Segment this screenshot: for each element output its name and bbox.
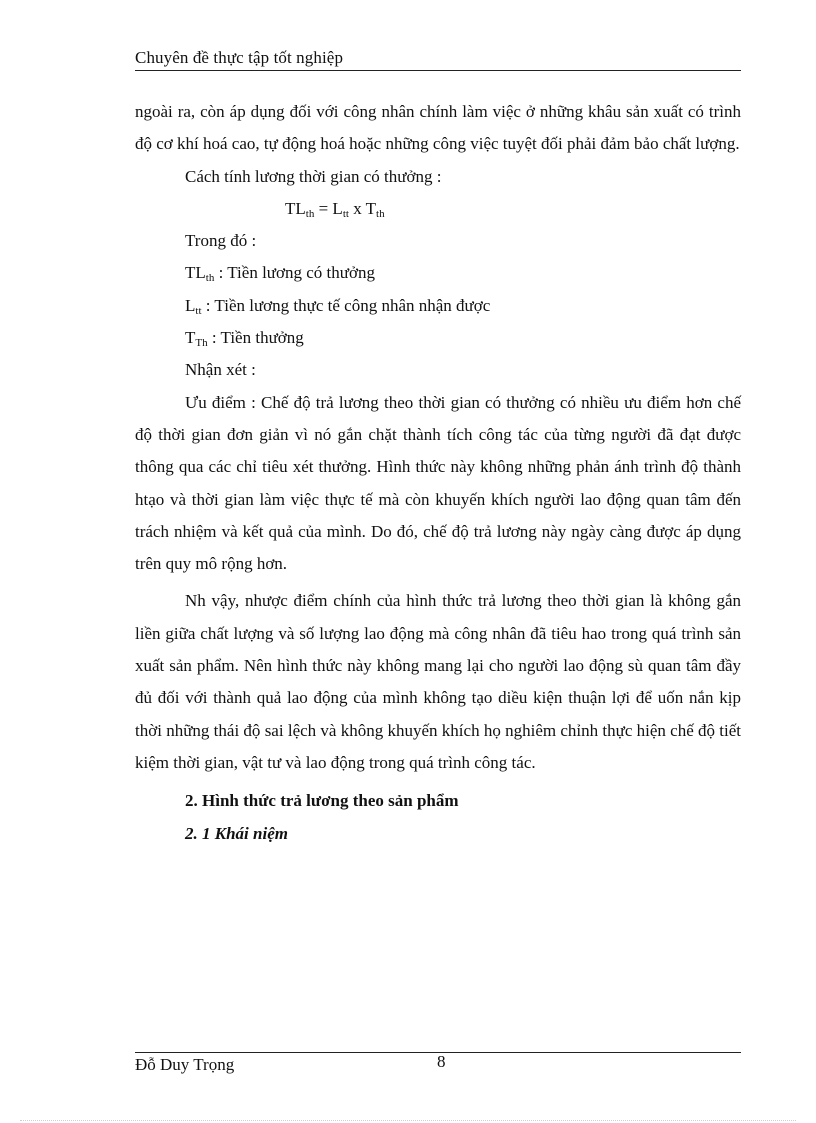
- formula-lhs: TL: [285, 198, 306, 218]
- subsection-heading: 2. 1 Khái niệm: [185, 823, 288, 843]
- paragraph-advantages: Ưu điểm : Chế độ trả lương theo thời gian có thưởng có nhiều ưu điểm hơn chế độ thời gian đơn giản vì nó gắn chặt thành tích công tác của từng người đã đạt được thông qua các chỉ tiêu xét thưởng. Hình thức này không những phản ánh trình độ thành htạo và thời gian làm việc thực tế mà còn khuyến khích người lao động quan tâm đến trách nhiệm và kết quả của mình. Do đó, chế độ trả lương này ngày càng được áp dụng trên quy mô rộng hơn.: [135, 392, 741, 574]
- definition-text: : Tiền lương có thưởng: [214, 263, 375, 283]
- definition-symbol: TL: [185, 263, 206, 283]
- formula-lhs-subscript: th: [305, 207, 315, 220]
- definition-text: : Tiền thưởng: [207, 328, 304, 348]
- section-heading: 2. Hình thức trả lương theo sản phẩm: [185, 791, 459, 811]
- definition-tl: [135, 257, 741, 289]
- definition-text: : Tiền lương thực tế công nhân nhận được: [201, 295, 491, 315]
- formula: [135, 193, 741, 225]
- paragraph-remarks: Nhận xét :: [185, 360, 256, 380]
- formula-t-subscript: th: [376, 207, 385, 220]
- definition-l: [135, 290, 741, 322]
- definition-t: [135, 322, 741, 354]
- page-boundary-dots: [20, 1120, 796, 1121]
- formula-times: x T: [348, 198, 377, 218]
- footer-author: Đỗ Duy Trọng: [135, 1055, 235, 1074]
- paragraph-disadvantages: Nh vậy, nhược điểm chính của hình thức trả lương theo thời gian là không gắn liền giữa chất lượng và số lượng lao động mà công nhân đã tiêu hao trong quá trình sản xuất sản phẩm. Nên hình thức này không mang lại cho người lao động sù quan tâm đầy đủ đối với thành quả lao động của mình không tạo diều kiện thuận lợi để uốn nắn kịp thời những thái độ sai lệch và không khuyến khích họ nghiêm chỉnh thực hiện chế độ tiết kiệm thời gian, vật tư và lao động trong quá trình công tác.: [135, 591, 741, 772]
- paragraph-where: Trong đó :: [185, 231, 257, 251]
- paragraph-formula-intro: Cách tính lương thời gian có thưởng :: [185, 166, 442, 186]
- definition-subscript: th: [205, 272, 215, 285]
- header-rule: [135, 70, 741, 71]
- definition-symbol: T: [185, 328, 196, 348]
- definition-subscript: Th: [195, 337, 208, 350]
- formula-l-subscript: tt: [342, 207, 349, 220]
- page-body: [135, 96, 741, 850]
- page-number: 8: [437, 1052, 446, 1071]
- definition-subscript: tt: [195, 304, 202, 317]
- definition-symbol: L: [185, 295, 196, 315]
- page-header-title: Chuyên đề thực tập tốt nghiệp: [135, 48, 344, 67]
- paragraph-continuation: ngoài ra, còn áp dụng đối với công nhân chính làm việc ở những khâu sản xuất có trình độ cơ khí hoá cao, tự động hoá hoặc những công việc tuyệt đối phải đảm bảo chất lượng.: [135, 102, 741, 154]
- formula-equals: = L: [314, 198, 343, 218]
